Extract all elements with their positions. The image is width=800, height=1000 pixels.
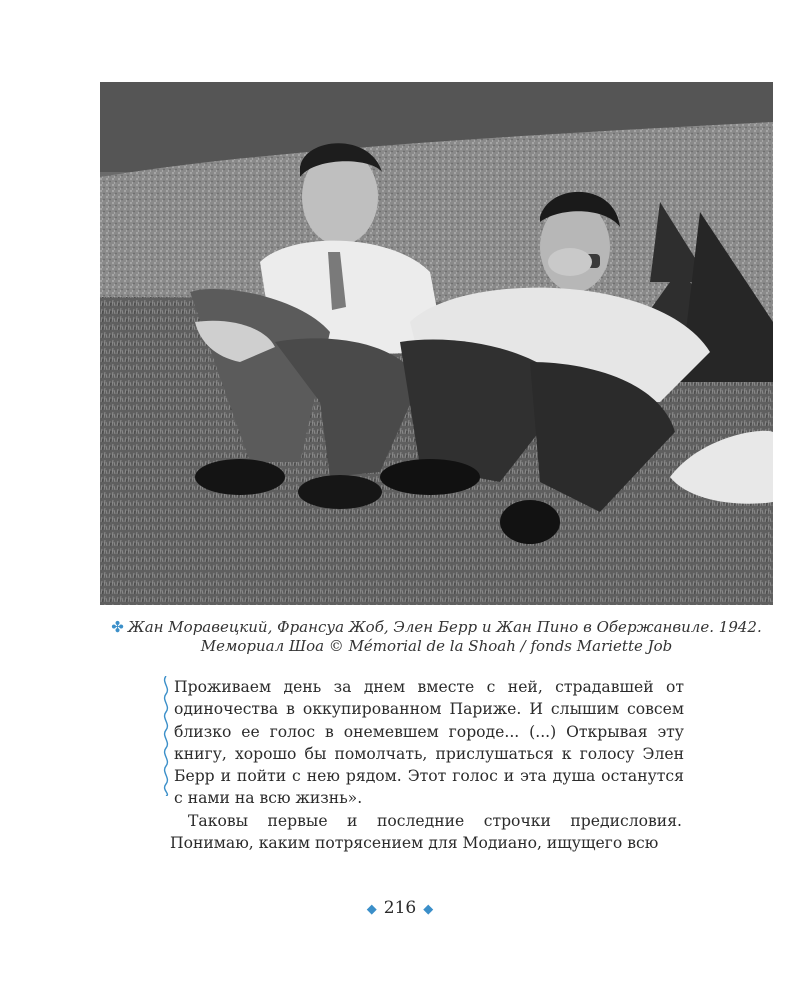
photo-caption bbox=[100, 618, 773, 656]
diamond-icon: ◆ bbox=[366, 902, 377, 917]
photo-image bbox=[100, 82, 773, 605]
caption-line-1: Жан Моравецкий, Франсуа Жоб, Элен Берр и Жан Пино в Обержанвиле. 1942. bbox=[127, 618, 762, 636]
historical-photo bbox=[100, 82, 773, 605]
diamond-icon: ✤ bbox=[111, 618, 124, 636]
page-number bbox=[0, 898, 800, 918]
body-paragraph: Таковы первые и последние строчки предисловия. Понимаю, каким потрясением для Модиано, ищущего всю bbox=[170, 812, 682, 853]
page-number-value: 216 bbox=[383, 898, 417, 918]
diamond-icon: ◆ bbox=[423, 902, 434, 917]
quote-wave-icon bbox=[160, 676, 172, 796]
quote-block: Проживаем день за днем вместе с ней, страдавшей от одиночества в оккупированном Париже. И слышим совсем близко ее голос в онемевшем городе... (...) Открывая эту книгу, хорошо бы помолчать, прислушаться к голосу Элен Берр и пойти с нею рядом. Этот голос и эта душа останутся с нами на всю жизнь». bbox=[174, 678, 684, 808]
caption-line-2: Мемориал Шоа © Mémorial de la Shoah / fonds Mariette Job bbox=[200, 637, 673, 655]
